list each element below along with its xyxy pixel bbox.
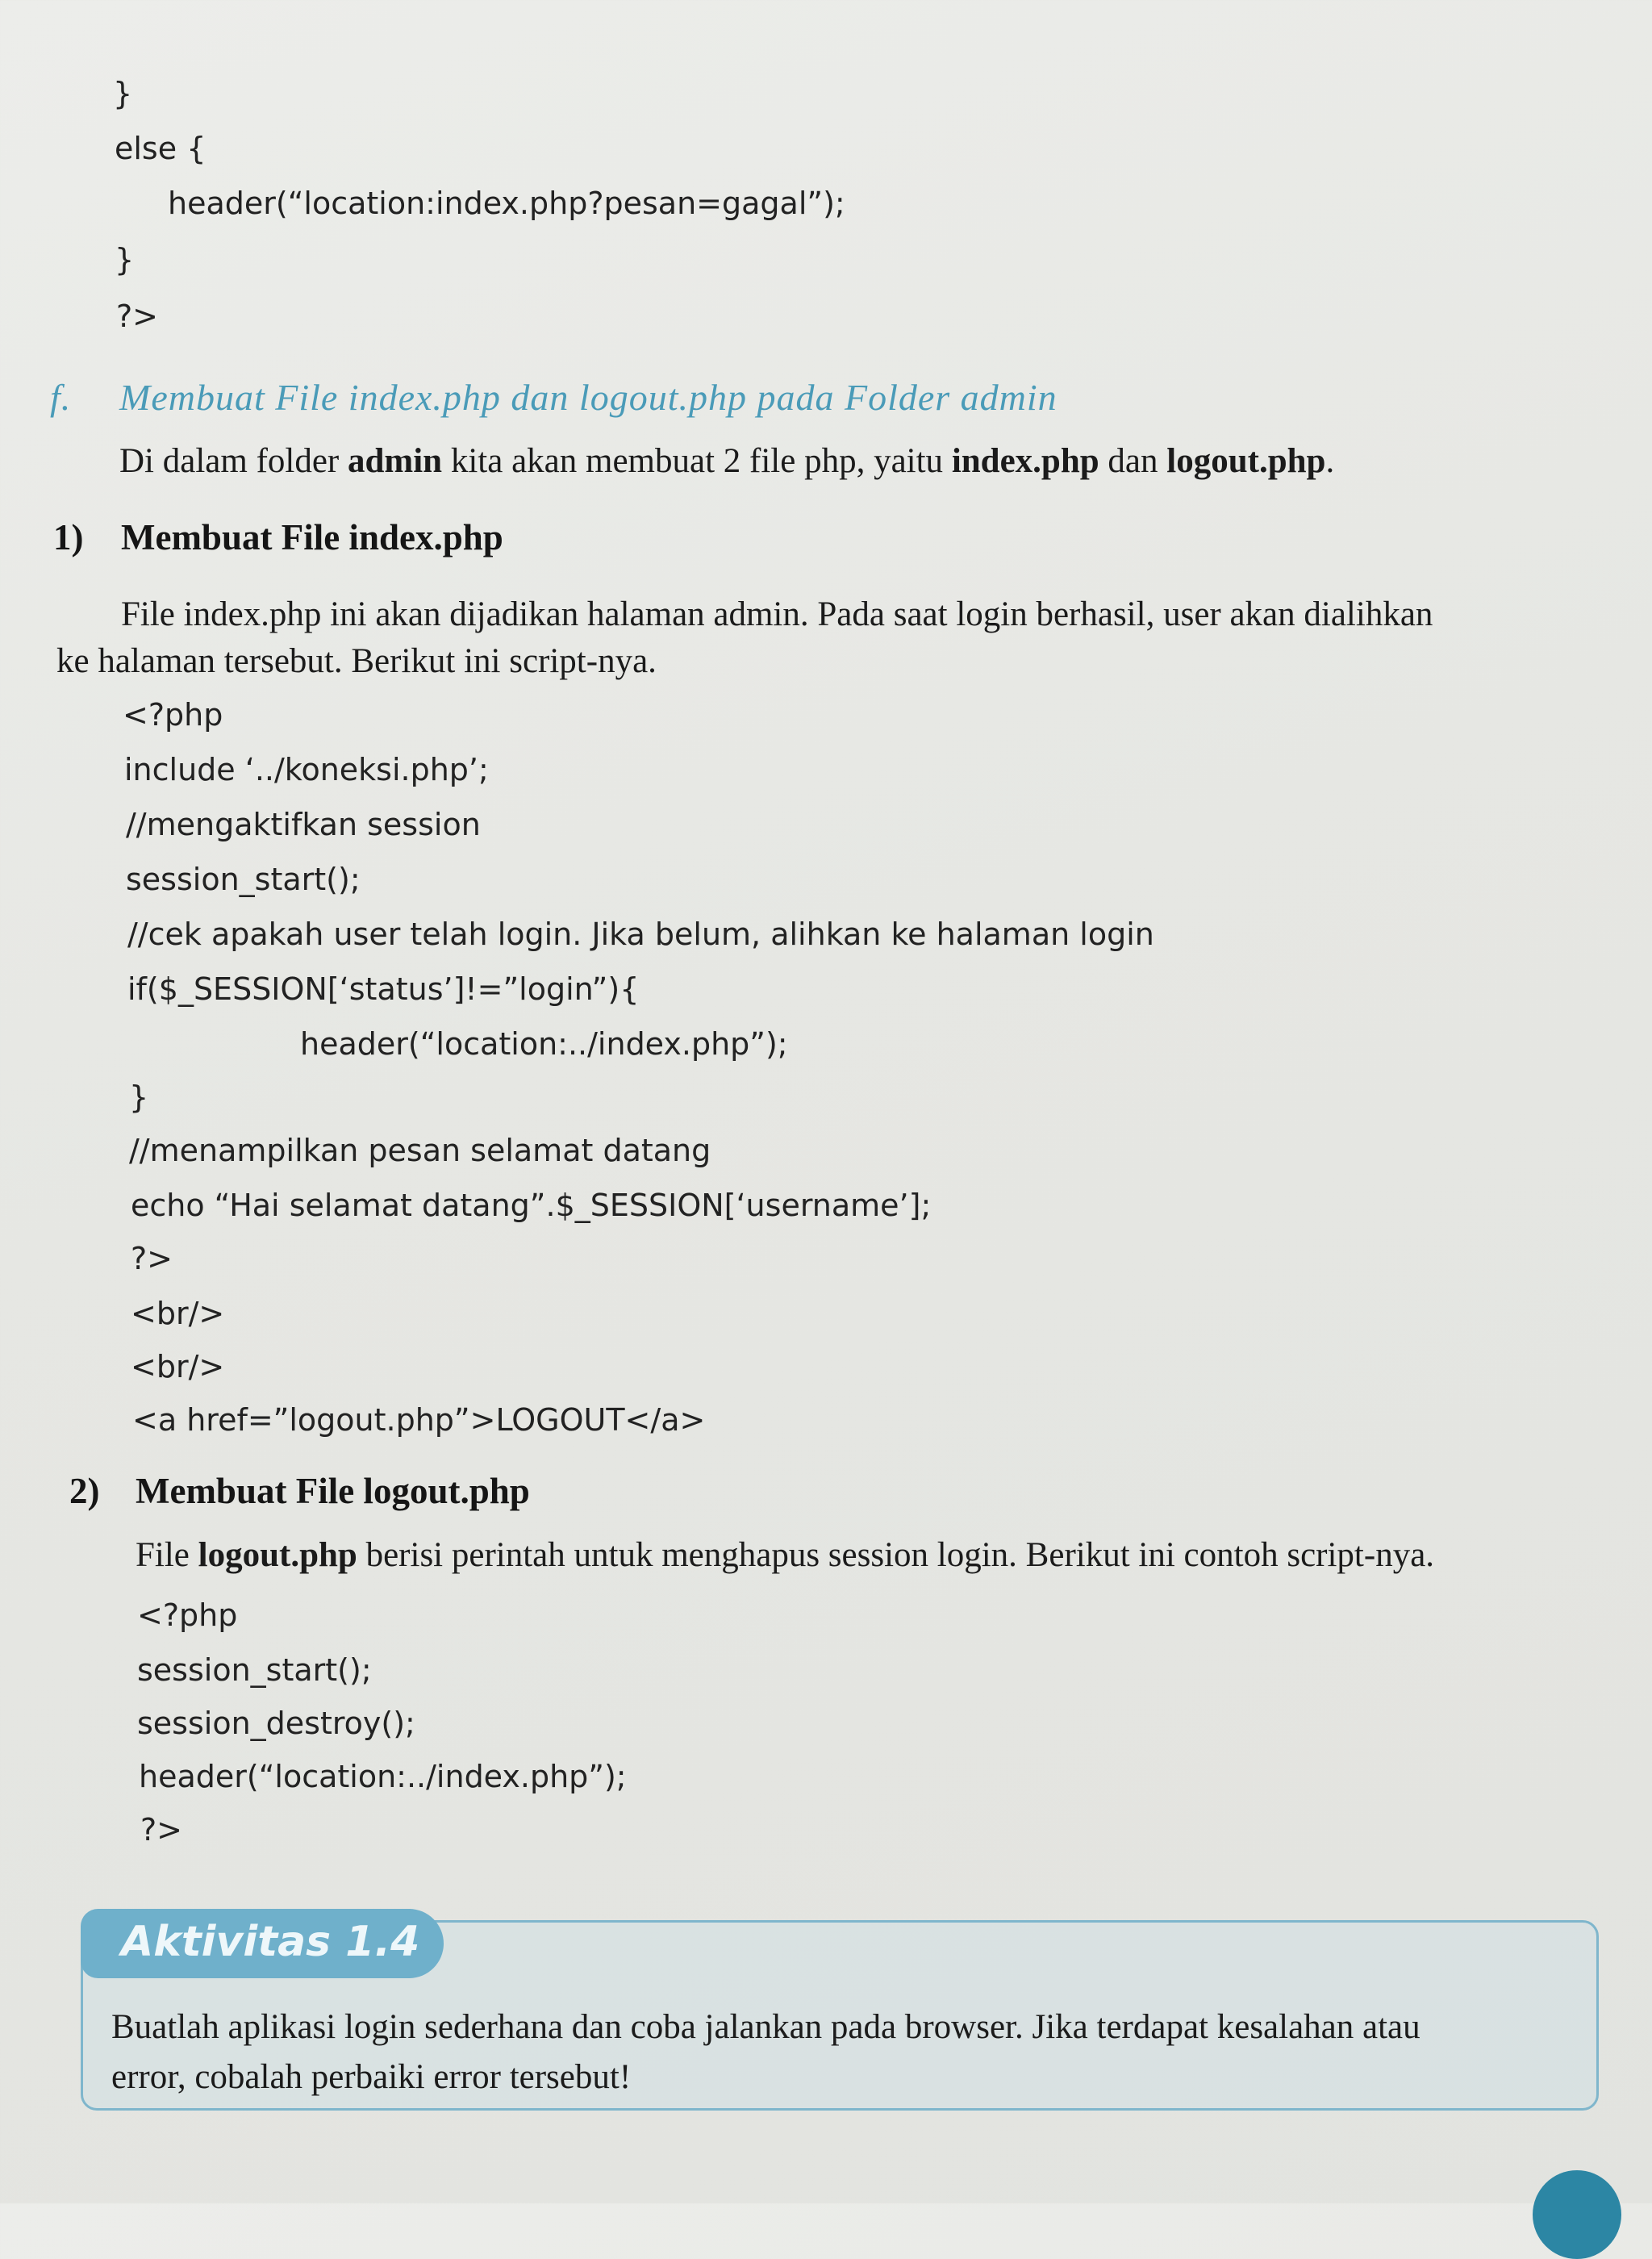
code-line: header(“location:index.php?pesan=gagal”); bbox=[168, 186, 845, 221]
code-line: <?php bbox=[123, 697, 223, 733]
code-line: ?> bbox=[131, 1241, 173, 1276]
code-line: session_start(); bbox=[137, 1652, 372, 1688]
code-line: } bbox=[129, 1079, 149, 1115]
code-line: //menampilkan pesan selamat datang bbox=[129, 1133, 711, 1168]
activity-title: Aktivitas 1.4 bbox=[121, 1918, 420, 1966]
code-line: header(“location:../index.php”); bbox=[139, 1759, 627, 1794]
subsection-number: 1) bbox=[53, 517, 84, 557]
subsection-title: Membuat File index.php bbox=[121, 517, 503, 557]
section-title: Membuat File index.php dan logout.php pada Folder admin bbox=[119, 377, 1058, 418]
code-line: ?> bbox=[140, 1812, 183, 1848]
code-line: } bbox=[113, 76, 133, 111]
code-line: include ‘../koneksi.php’; bbox=[124, 752, 489, 787]
activity-text-line: error, cobalah perbaiki error tersebut! bbox=[111, 2058, 632, 2096]
paragraph-line: File logout.php berisi perintah untuk menghapus session login. Berikut ini contoh script-nya. bbox=[136, 1536, 1435, 1574]
subsection-title: Membuat File logout.php bbox=[136, 1471, 530, 1511]
code-line: //mengaktifkan session bbox=[126, 807, 481, 842]
code-line: header(“location:../index.php”); bbox=[300, 1026, 788, 1062]
activity-text bbox=[111, 2002, 1579, 2102]
paragraph-line: ke halaman tersebut. Berikut ini script-nya. bbox=[56, 642, 657, 680]
page-number-badge bbox=[1533, 2170, 1621, 2259]
code-line: session_destroy(); bbox=[137, 1706, 415, 1741]
section-intro: Di dalam folder admin kita akan membuat 2 file php, yaitu index.php dan logout.php. bbox=[119, 442, 1335, 480]
code-line: <br/> bbox=[131, 1296, 225, 1331]
code-line: //cek apakah user telah login. Jika belum, alihkan ke halaman login bbox=[127, 917, 1154, 952]
paragraph-line: File index.php ini akan dijadikan halaman admin. Pada saat login berhasil, user akan dialihkan bbox=[121, 595, 1433, 633]
code-line: } bbox=[115, 242, 135, 278]
activity-text-line: Buatlah aplikasi login sederhana dan coba jalankan pada browser. Jika terdapat kesalahan atau bbox=[111, 2008, 1420, 2046]
code-line: <a href=”logout.php”>LOGOUT</a> bbox=[132, 1402, 706, 1438]
subsection-number: 2) bbox=[69, 1471, 100, 1511]
code-line: <?php bbox=[137, 1597, 238, 1633]
code-line: session_start(); bbox=[126, 862, 361, 897]
code-line: echo “Hai selamat datang”.$_SESSION[‘username’]; bbox=[131, 1188, 932, 1223]
section-letter: f. bbox=[50, 377, 72, 418]
code-line: else { bbox=[115, 131, 206, 166]
code-line: ?> bbox=[116, 299, 159, 334]
code-line: <br/> bbox=[131, 1349, 225, 1384]
code-line: if($_SESSION[‘status’]!=”login”){ bbox=[127, 971, 640, 1007]
